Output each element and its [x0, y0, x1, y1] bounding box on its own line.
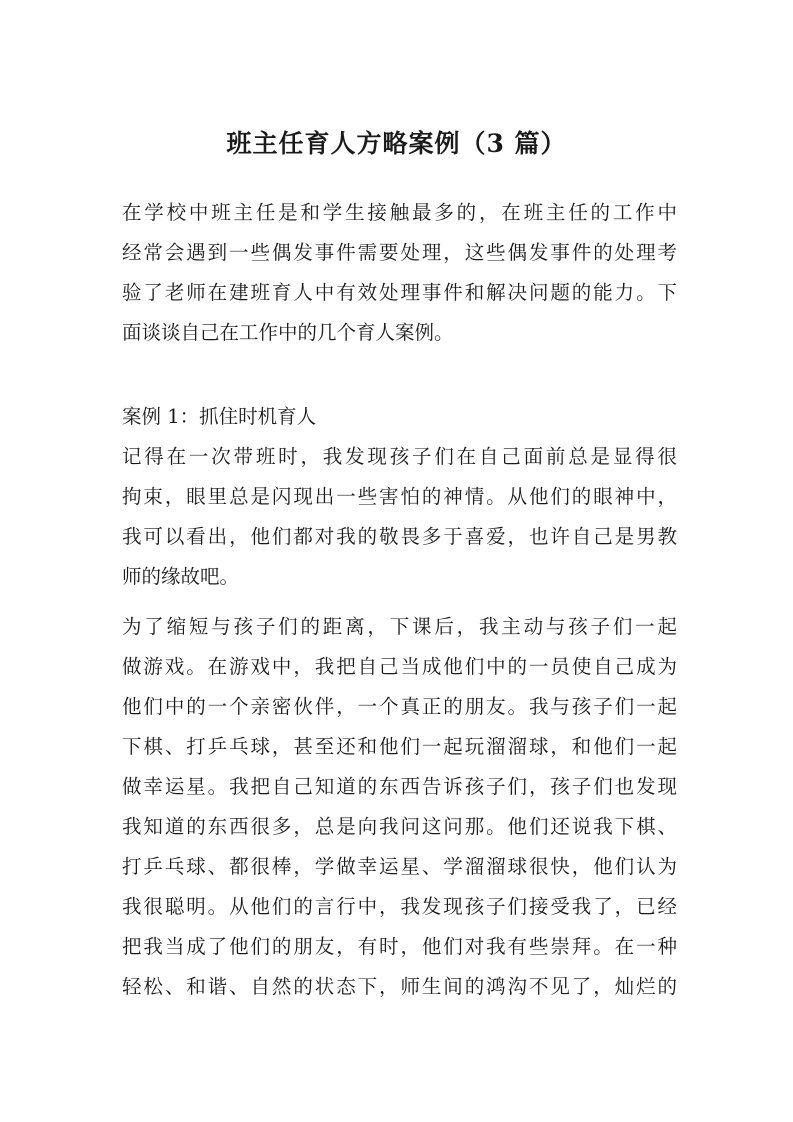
case1-para1-line: 我可以看出，他们都对我的敬畏多于喜爱，也许自己是男教: [122, 525, 677, 548]
case1-para2-line: 为了缩短与孩子们的距离，下课后，我主动与孩子们一起: [122, 615, 677, 638]
case1-para2-line: 做游戏。在游戏中，我把自己当成他们中的一员使自己成为: [122, 655, 677, 678]
document-title: 班主任育人方略案例（3 篇）: [226, 129, 567, 158]
case1-para1-line: 拘束，眼里总是闪现出一些害怕的神情。从他们的眼神中，: [122, 485, 677, 508]
intro-line: 在学校中班主任是和学生接触最多的，在班主任的工作中: [122, 201, 677, 224]
case1-para1-line: 记得在一次带班时，我发现孩子们在自己面前总是显得很: [122, 445, 677, 468]
case1-para2-line: 我知道的东西很多，总是向我问这问那。他们还说我下棋、: [122, 815, 677, 838]
case1-para2-line: 打乒乓球、都很棒，学做幸运星、学溜溜球很快，他们认为: [122, 855, 677, 878]
case1-para2-line: 他们中的一个亲密伙伴，一个真正的朋友。我与孩子们一起: [122, 695, 677, 718]
case1-para2-line: 我很聪明。从他们的言行中，我发现孩子们接受我了，已经: [122, 895, 677, 918]
case1-para2-line: 做幸运星。我把自己知道的东西告诉孩子们，孩子们也发现: [122, 775, 677, 798]
case1-para2-line: 把我当成了他们的朋友，有时，他们对我有些崇拜。在一种: [122, 935, 677, 958]
case1-para1-line: 师的缘故吧。: [122, 565, 240, 588]
case1-heading: 案例 1：抓住时机育人: [122, 405, 317, 428]
case1-para2-line: 轻松、和谐、自然的状态下，师生间的鸿沟不见了，灿烂的: [122, 975, 677, 998]
intro-line: 经常会遇到一些偶发事件需要处理，这些偶发事件的处理考: [122, 241, 677, 264]
intro-line: 验了老师在建班育人中有效处理事件和解决问题的能力。下: [122, 281, 677, 304]
case1-para2-line: 下棋、打乒乓球，甚至还和他们一起玩溜溜球，和他们一起: [122, 735, 677, 758]
intro-line: 面谈谈自己在工作中的几个育人案例。: [122, 321, 454, 344]
